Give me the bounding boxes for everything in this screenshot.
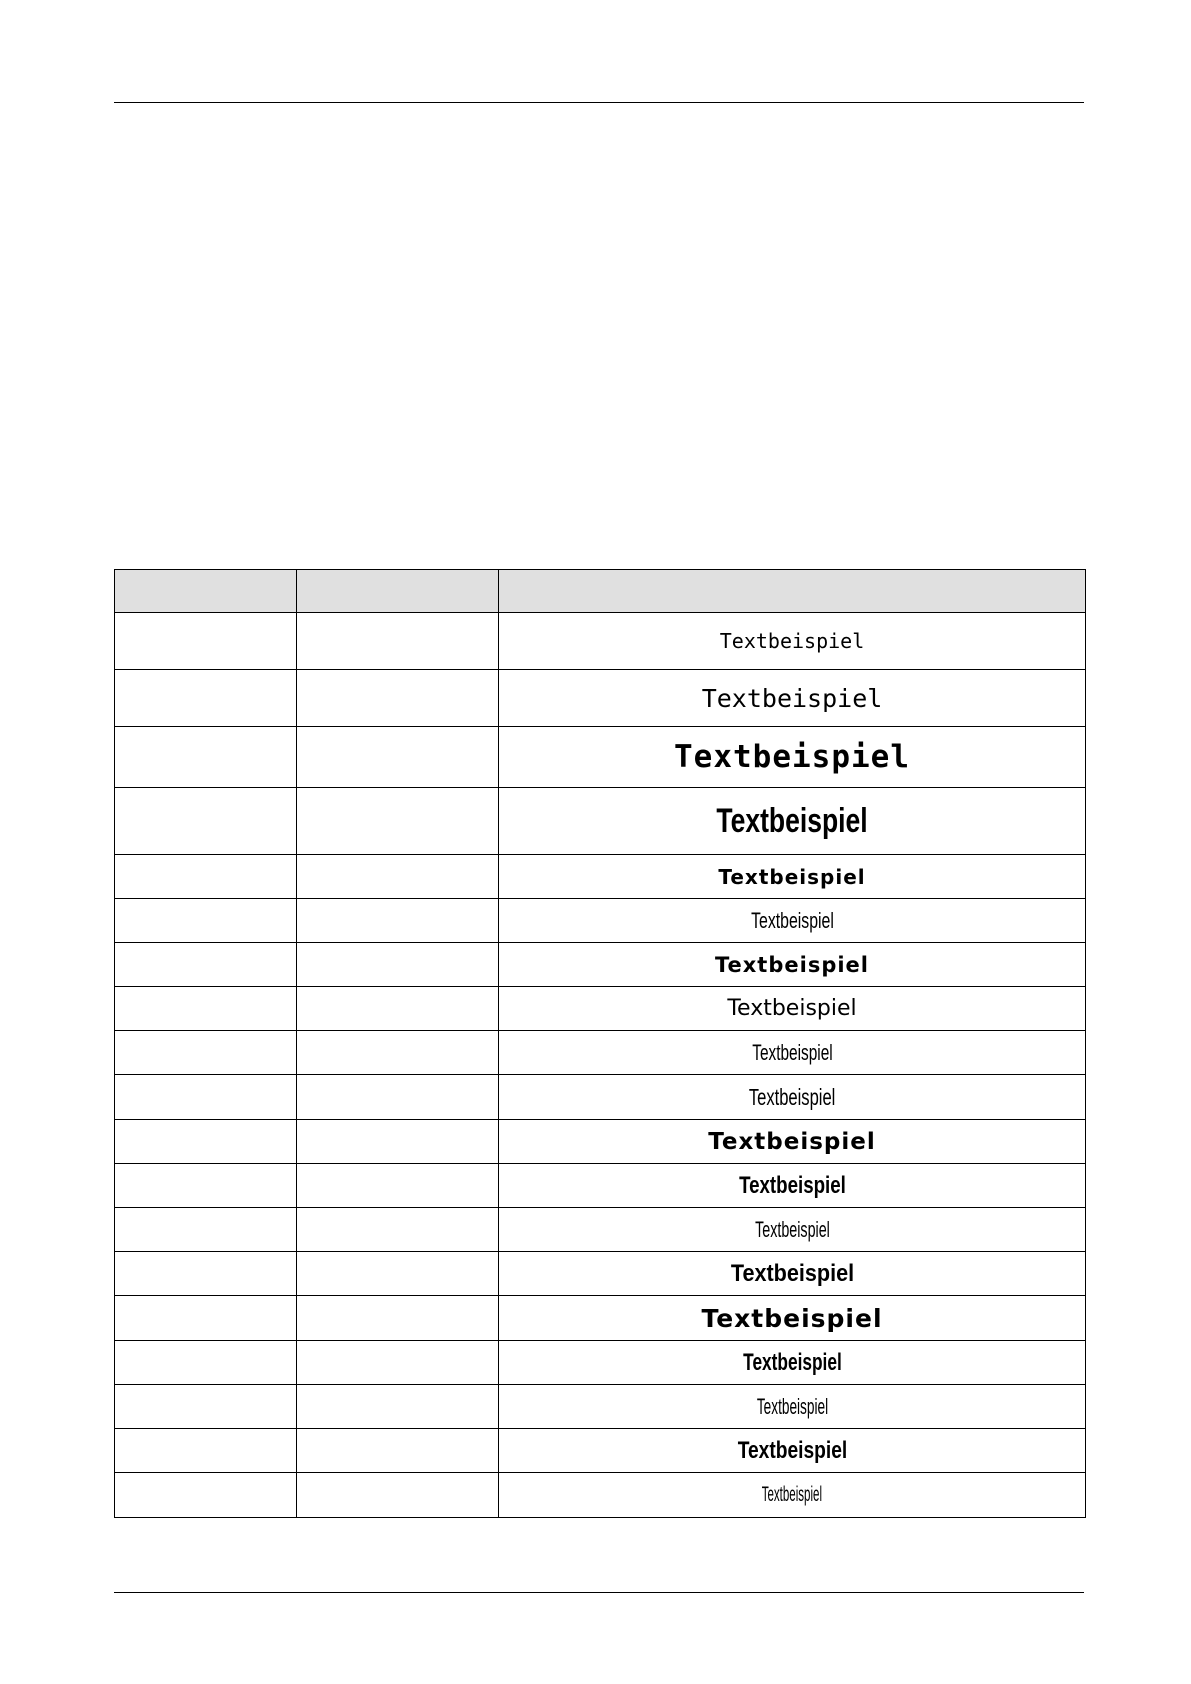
table-cell <box>297 943 499 987</box>
sample-cell <box>499 670 1086 727</box>
sample-text: Textbeispiel <box>750 907 834 933</box>
table-cell <box>115 943 297 987</box>
font-sample-table <box>114 569 1086 1518</box>
sample-text: Textbeispiel <box>730 1259 854 1287</box>
sample-text: Textbeispiel <box>701 683 883 713</box>
table-cell <box>297 1164 499 1208</box>
table-row <box>115 987 1086 1031</box>
table-cell <box>297 1429 499 1473</box>
sample-cell <box>499 855 1086 899</box>
sample-text: Textbeispiel <box>756 1393 828 1419</box>
table-cell <box>297 1385 499 1429</box>
table-row <box>115 1252 1086 1296</box>
sample-cell <box>499 1341 1086 1385</box>
table-cell <box>115 1296 297 1341</box>
table-cell <box>297 1252 499 1296</box>
sample-cell <box>499 1429 1086 1473</box>
table-row <box>115 1208 1086 1252</box>
table-row <box>115 1385 1086 1429</box>
sample-text: Textbeispiel <box>748 1083 836 1110</box>
table-cell <box>115 1252 297 1296</box>
sample-cell <box>499 1473 1086 1518</box>
sample-cell <box>499 1252 1086 1296</box>
sample-cell <box>499 1164 1086 1208</box>
table-cell <box>115 1473 297 1518</box>
table-row <box>115 613 1086 670</box>
table-row <box>115 788 1086 855</box>
table-cell <box>297 1296 499 1341</box>
table-cell <box>115 899 297 943</box>
sample-text: Textbeispiel <box>718 864 866 889</box>
table-header-row <box>115 570 1086 613</box>
table-cell <box>115 1429 297 1473</box>
table-cell <box>297 727 499 788</box>
sample-text: Textbeispiel <box>727 996 857 1021</box>
sample-text: Textbeispiel <box>714 952 869 977</box>
table-cell <box>115 1120 297 1164</box>
sample-cell <box>499 1075 1086 1120</box>
table-cell <box>115 1341 297 1385</box>
table-row <box>115 1031 1086 1075</box>
table-row <box>115 1120 1086 1164</box>
header-cell-2 <box>297 570 499 613</box>
sample-text: Textbeispiel <box>738 1171 846 1199</box>
sample-text: Textbeispiel <box>674 739 910 775</box>
header-cell-3 <box>499 570 1086 613</box>
table-cell <box>115 987 297 1031</box>
table-cell <box>115 1208 297 1252</box>
sample-cell <box>499 1031 1086 1075</box>
table-cell <box>297 1120 499 1164</box>
sample-cell <box>499 727 1086 788</box>
table-cell <box>115 613 297 670</box>
table-row <box>115 1075 1086 1120</box>
table-cell <box>297 1473 499 1518</box>
table-cell <box>297 987 499 1031</box>
table-cell <box>297 1031 499 1075</box>
table-cell <box>115 855 297 899</box>
table-row <box>115 899 1086 943</box>
sample-text: Textbeispiel <box>761 1483 823 1506</box>
table-cell <box>115 1385 297 1429</box>
table-cell <box>297 613 499 670</box>
table-cell <box>115 670 297 727</box>
footer-rule <box>114 1592 1084 1593</box>
table-cell <box>115 1075 297 1120</box>
sample-cell <box>499 1208 1086 1252</box>
sample-text: Textbeispiel <box>701 1303 883 1333</box>
sample-text: Textbeispiel <box>716 801 868 840</box>
header-rule <box>114 102 1084 103</box>
sample-cell <box>499 788 1086 855</box>
sample-text: Textbeispiel <box>754 1216 830 1242</box>
sample-cell <box>499 1296 1086 1341</box>
table-cell <box>115 1164 297 1208</box>
table-cell <box>115 788 297 855</box>
table-cell <box>297 1341 499 1385</box>
table-row <box>115 1296 1086 1341</box>
sample-cell <box>499 613 1086 670</box>
sample-text: Textbeispiel <box>742 1348 842 1376</box>
table-row <box>115 1429 1086 1473</box>
sample-text: Textbeispiel <box>751 1039 833 1065</box>
table-cell <box>297 788 499 855</box>
table-cell <box>297 899 499 943</box>
table-cell <box>115 1031 297 1075</box>
table-row <box>115 1341 1086 1385</box>
table-cell <box>297 670 499 727</box>
table-row <box>115 943 1086 987</box>
sample-cell <box>499 987 1086 1031</box>
table-cell <box>297 855 499 899</box>
table-row <box>115 1473 1086 1518</box>
table-row <box>115 670 1086 727</box>
sample-text: Textbeispiel <box>719 629 865 653</box>
sample-cell <box>499 899 1086 943</box>
table-row <box>115 855 1086 899</box>
table-cell <box>115 727 297 788</box>
header-cell-1 <box>115 570 297 613</box>
sample-cell <box>499 1385 1086 1429</box>
sample-text: Textbeispiel <box>737 1436 847 1464</box>
sample-text: Textbeispiel <box>708 1128 876 1155</box>
table-cell <box>297 1075 499 1120</box>
sample-cell <box>499 1120 1086 1164</box>
sample-cell <box>499 943 1086 987</box>
table-row <box>115 727 1086 788</box>
table-cell <box>297 1208 499 1252</box>
table-row <box>115 1164 1086 1208</box>
